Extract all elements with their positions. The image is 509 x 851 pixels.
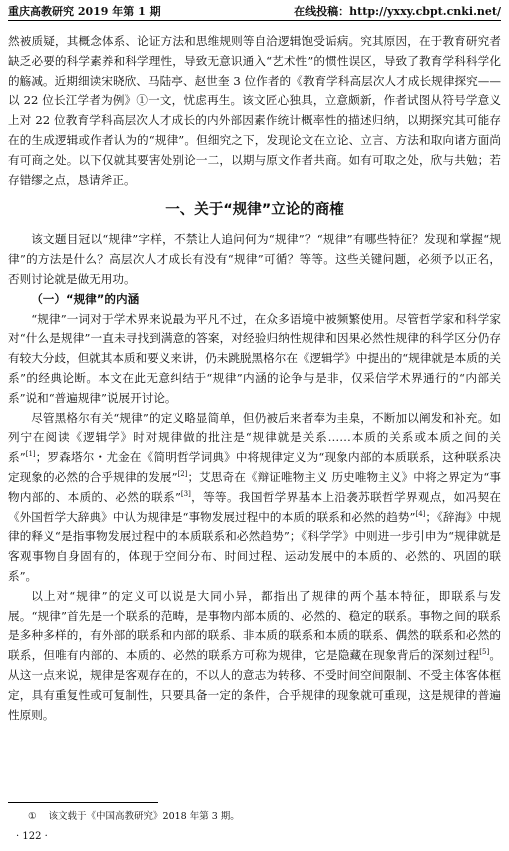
citation-ref[interactable]: [2]: [177, 470, 188, 479]
article-body: [8, 32, 501, 725]
citation-ref[interactable]: [4]: [415, 509, 426, 518]
text-segment: 尽管黑格尔有关“规律”的定义略显简单，但仍被后来者奉为圭臬，不断加以阐发和补充。如列宁在阅读《逻辑学》时对规律做的批注是“规律就是关系……本质的关系或本质之间的关系”: [8, 410, 501, 465]
subsection-title: （一）“规律”的内涵: [31, 291, 140, 306]
paragraph-4: [8, 587, 501, 726]
paragraph-2: “规律”一词对于学术界来说最为平凡不过，在众多语境中被频繁使用。尽管哲学家和科学家对“什么是规律”一直未寻找到满意的答案，对经验归纳性规律和因果必然性规律的科学区分仍存有较大分歧，但就其本质和要义来讲，仍未跳脱黑格尔在《逻辑学》中提出的“规律就是本质的关系”的经典论断。本文在此无意纠结于“规律”内涵的论争与是非，仅采信学术界通行的“内部关系”说和“普遍规律”说展开讨论。: [8, 311, 501, 405]
text-segment: ；艾思奇在《辩证唯物主义 历史唯物主义》中将之界定为“事物内部的、本质的、必然的联系”: [8, 469, 501, 504]
text-segment: ；《辞海》中规律的释义“是指事物发展过程中的本质联系和必然趋势”；《科学学》中则进一步引申为“规律就是客观事物自身固有的，体现于空间分布、时间过程、运动发展中的本质的、必然的、巩固的联系”。: [8, 509, 502, 583]
online-submission-url: 在线投稿：http://yxxy.cbpt.cnki.net/: [294, 5, 501, 18]
text-segment: ，等等。我国哲学界基本上沿袭苏联哲学界观点，如冯契在《外国哲学大辞典》中认为规律是“事物发展过程中的本质的联系和必然的趋势”: [8, 489, 501, 524]
text-segment: 。从这一点来说，规律是客观存在的，不以人的意志为转移、不受时间空间限制、不受主体客体框定，具有重复性或可复制性，只要具备一定的条件，合乎规律的现象就可重现，这是规律的普遍性原则。: [8, 648, 501, 722]
paragraph-3: [8, 409, 501, 587]
citation-ref[interactable]: [5]: [479, 648, 490, 657]
footnote-divider: [8, 802, 158, 803]
page-number: · 122 ·: [16, 831, 48, 842]
footnote-text: 该文载于《中国高教研究》2018 年第 3 期。: [48, 811, 240, 822]
citation-ref[interactable]: [3]: [180, 489, 191, 498]
section-title: 一、关于“规律”立论的商榷: [165, 202, 344, 219]
journal-issue: 重庆高教研究 2019 年第 1 期: [8, 5, 161, 18]
intro-paragraph: 然被质疑，其概念体系、论证方法和思维规则等自洽逻辑饱受诟病。究其原因，在于教育研究者缺乏必要的科学素养和科学理性，导致无意识通入“艺术性”的惯性误区，导致了教育学科科学化的觞减。近期细读宋晓欣、马陆亭、赵世奎 3 位作者的《教育学科高层次人才成长规律探究——以 22 位长江学者为例》①一文，忧虑再生。该文匠心独具，立意颇新，作者试图从符号学意义上对 22 位教育学科高层次人才成长的内外部因素作统计概率性的描述归纳，以期探究其可能存在的生成逻辑或作者认为的“规律”。但细究之下，发现论文在立论、立言、方法和取向诸方面尚有可商之处。以下仅就其要害处别论一二，以期与原文作者共商。如有可取之处，欣与共勉；若存错缪之点，恳请斧正。: [8, 34, 501, 187]
citation-ref[interactable]: [1]: [25, 450, 36, 459]
text-segment: ；罗森塔尔・尤金在《简明哲学词典》中将规律定义为“现象内部的本质联系，这种联系决定现象的必然的合乎规律的发展”: [8, 450, 501, 484]
page-header: [8, 4, 501, 21]
text-segment: 以上对“规律”的定义可以说是大同小异，都指出了规律的两个基本特征，即联系与发展。“规律”首先是一个联系的范畴，是事物内部本质的、必然的、稳定的联系。事物之间的联系是多种多样的，有外部的联系和内部的联系、非本质的联系和本质的联系、偶然的联系和必然的联系，但唯有内部的、本质的、必然的联系方可称为规律，它是隐藏在现象背后的深刻过程: [8, 588, 501, 663]
paragraph-1: 该文题目冠以“规律”字样，不禁让人追问何为“规律”？“规律”有哪些特征？发现和掌握“规律”的方法是什么？高层次人才成长有没有“规律”可循？等等。这些关键问题，必须予以正名，否则讨论就是做无用功。: [8, 232, 501, 286]
footnote-mark: ①: [28, 811, 37, 822]
footnote: [28, 810, 240, 824]
